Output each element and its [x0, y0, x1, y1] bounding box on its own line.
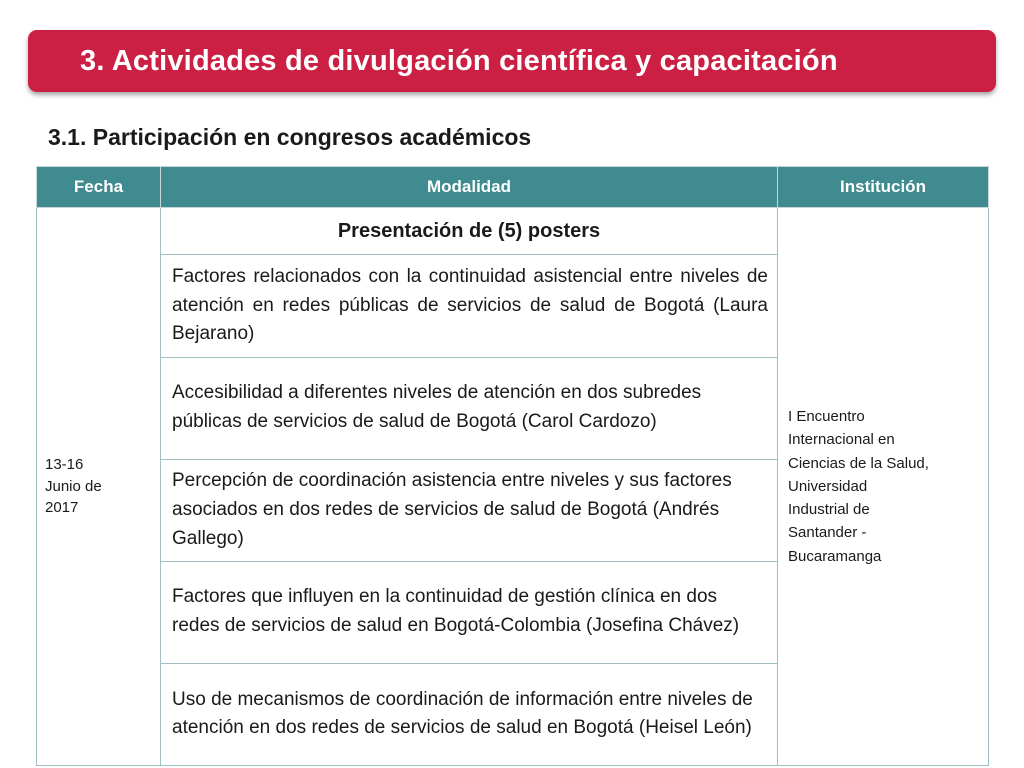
- fecha-line: 13-16: [45, 455, 84, 473]
- fecha-line: Junio de: [45, 477, 102, 495]
- column-header-fecha: Fecha: [37, 167, 161, 208]
- modalidad-subheader: Presentación de (5) posters: [161, 208, 778, 255]
- poster-item: Factores relacionados con la continuidad asistencial entre niveles de atención en redes públicas de servicios de salud de Bogotá (Laura Bejarano): [161, 255, 778, 357]
- table-row: [37, 208, 989, 255]
- poster-item: Factores que influyen en la continuidad de gestión clínica en dos redes de servicios de salud en Bogotá-Colombia (Josefina Chávez): [161, 561, 778, 663]
- institucion-line: I Encuentro: [788, 408, 865, 426]
- institucion-line: Bucaramanga: [788, 547, 882, 565]
- institucion-line: Santander -: [788, 524, 867, 542]
- institucion-line: Ciencias de la Salud,: [788, 454, 929, 472]
- poster-item: Percepción de coordinación asistencia entre niveles y sus factores asociados en dos redes de servicios de salud de Bogotá (Andrés Gallego): [161, 459, 778, 561]
- congress-table: [36, 166, 989, 766]
- institucion-line: Universidad: [788, 477, 868, 495]
- institucion-line: Industrial de: [788, 501, 870, 519]
- section-subtitle: 3.1. Participación en congresos académicos: [48, 124, 532, 150]
- fecha-cell: [37, 208, 161, 766]
- institucion-line: Internacional en: [788, 431, 895, 449]
- poster-item: Accesibilidad a diferentes niveles de atención en dos subredes públicas de servicios de salud de Bogotá (Carol Cardozo): [161, 357, 778, 459]
- page-title: 3. Actividades de divulgación científica y capacitación: [80, 44, 838, 77]
- column-header-modalidad: Modalidad: [161, 167, 778, 208]
- column-header-institucion: Institución: [778, 167, 989, 208]
- poster-item: Uso de mecanismos de coordinación de información entre niveles de atención en dos redes de servicios de salud en Bogotá (Heisel León): [161, 663, 778, 765]
- title-banner: [28, 30, 996, 92]
- institucion-cell: [778, 208, 989, 766]
- fecha-line: 2017: [45, 499, 79, 517]
- table-header-row: [37, 167, 989, 208]
